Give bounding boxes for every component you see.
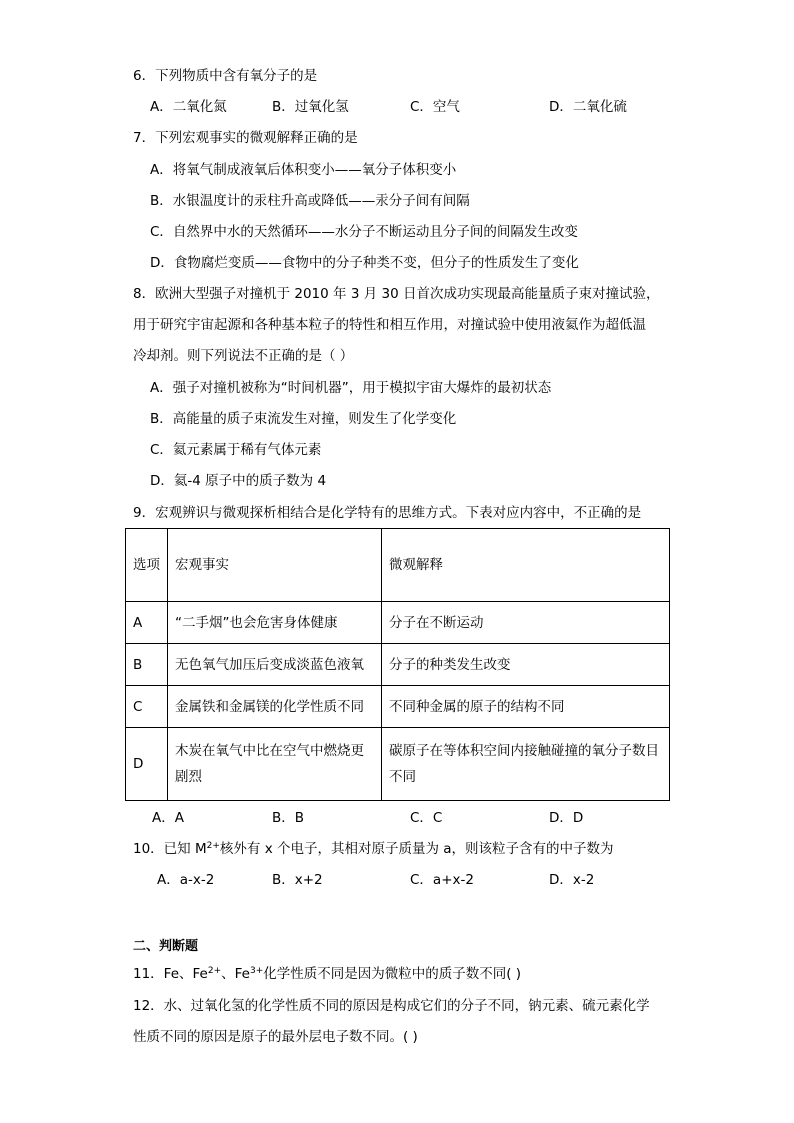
table-header-option: 选项 xyxy=(126,529,168,602)
section-title: 二、判断题 xyxy=(133,939,199,954)
q7-option-a: A．将氧气制成液氧后体积变小——氧分子体积变小 xyxy=(150,162,457,178)
q7-option-b: B．水银温度计的汞柱升高或降低——汞分子间有间隔 xyxy=(150,193,470,209)
q6-option-a: A．二氧化氮 xyxy=(150,99,227,115)
q9-table xyxy=(125,528,670,801)
table-cell-macro: 木炭在氧气中比在空气中燃烧更剧烈 xyxy=(168,728,382,801)
q11-part-2: 、Fe xyxy=(221,966,250,982)
q7-option-c: C．自然界中水的天然循环——水分子不断运动且分子间的间隔发生改变 xyxy=(150,224,578,240)
q11-charge-1: 2+ xyxy=(207,966,222,976)
q8-option-c: C．氦元素属于稀有气体元素 xyxy=(150,442,322,458)
q8-option-d: D．氦-4 原子中的质子数为 4 xyxy=(150,473,327,489)
table-cell-option: B xyxy=(126,644,168,686)
q9-option-b: B．B xyxy=(272,810,305,826)
q8-option-a: A．强子对撞机被称为“时间机器”，用于模拟宇宙大爆炸的最初状态 xyxy=(150,380,552,396)
q6-option-c: C．空气 xyxy=(410,99,460,115)
q10-option-c: C．a+x-2 xyxy=(410,872,474,888)
table-cell-micro: 不同种金属的原子的结构不同 xyxy=(382,686,670,728)
q11-charge-2: 3+ xyxy=(249,966,264,976)
q10-stem-prefix: 10．已知 M xyxy=(133,841,207,857)
table-row xyxy=(126,728,670,801)
q10-option-a: A．a-x-2 xyxy=(157,872,215,888)
table-row xyxy=(126,644,670,686)
table-header-macro-fact: 宏观事实 xyxy=(168,529,382,602)
table-row xyxy=(126,602,670,644)
q8-stem-line-3: 冷却剂。则下列说法不正确的是（ ） xyxy=(133,348,354,364)
q12-line-1: 12．水、过氧化氢的化学性质不同的原因是构成它们的分子不同，钠元素、硫元素化学 xyxy=(133,998,650,1014)
q6-option-b: B．过氧化氢 xyxy=(272,99,349,115)
table-cell-macro: 无色氧气加压后变成淡蓝色液氧 xyxy=(168,644,382,686)
table-row xyxy=(126,686,670,728)
q8-stem-line-1: 8．欧洲大型强子对撞机于 2010 年 3 月 30 日首次成功实现最高能量质子束对撞试验， xyxy=(133,286,660,302)
q11-part-1: 11．Fe、Fe xyxy=(133,966,208,982)
q8-stem-line-2: 用于研究宇宙起源和各种基本粒子的特性和相互作用，对撞试验中使用液氦作为超低温 xyxy=(133,317,646,333)
table-cell-micro: 分子在不断运动 xyxy=(382,602,670,644)
q11-part-3: 化学性质不同是因为微粒中的质子数不同( ) xyxy=(263,966,522,982)
q9-option-d: D．D xyxy=(549,810,584,826)
table-cell-option: D xyxy=(126,728,168,801)
table-header-micro-explanation: 微观解释 xyxy=(382,529,670,602)
q9-stem: 9．宏观辨识与微观探析相结合是化学特有的思维方式。下表对应内容中，不正确的是 xyxy=(133,505,642,521)
table-cell-micro: 分子的种类发生改变 xyxy=(382,644,670,686)
table-cell-macro: 金属铁和金属镁的化学性质不同 xyxy=(168,686,382,728)
q6-option-d: D．二氧化硫 xyxy=(549,99,627,115)
q11-stem xyxy=(133,964,521,984)
q7-stem: 7．下列宏观事实的微观解释正确的是 xyxy=(133,130,358,146)
q9-option-a: A．A xyxy=(152,810,184,826)
q10-stem-suffix: 核外有 x 个电子，其相对原子质量为 a，则该粒子含有的中子数为 xyxy=(219,841,614,857)
q10-option-b: B．x+2 xyxy=(272,872,323,888)
q10-option-d: D．x-2 xyxy=(549,872,595,888)
q9-option-c: C．C xyxy=(410,810,443,826)
q6-stem: 6．下列物质中含有氧分子的是 xyxy=(133,68,318,84)
table-header-row xyxy=(126,529,670,602)
table-cell-option: C xyxy=(126,686,168,728)
q10-stem xyxy=(133,839,614,859)
table-cell-option: A xyxy=(126,602,168,644)
table-cell-micro: 碳原子在等体积空间内接触碰撞的氧分子数目不同 xyxy=(382,728,670,801)
q7-option-d: D．食物腐烂变质——食物中的分子种类不变，但分子的性质发生了变化 xyxy=(150,255,579,271)
table-cell-macro: “二手烟”也会危害身体健康 xyxy=(168,602,382,644)
q8-option-b: B．高能量的质子束流发生对撞，则发生了化学变化 xyxy=(150,411,457,427)
q12-line-2: 性质不同的原因是原子的最外层电子数不同。( ) xyxy=(133,1029,418,1045)
q10-charge: 2+ xyxy=(206,841,220,851)
